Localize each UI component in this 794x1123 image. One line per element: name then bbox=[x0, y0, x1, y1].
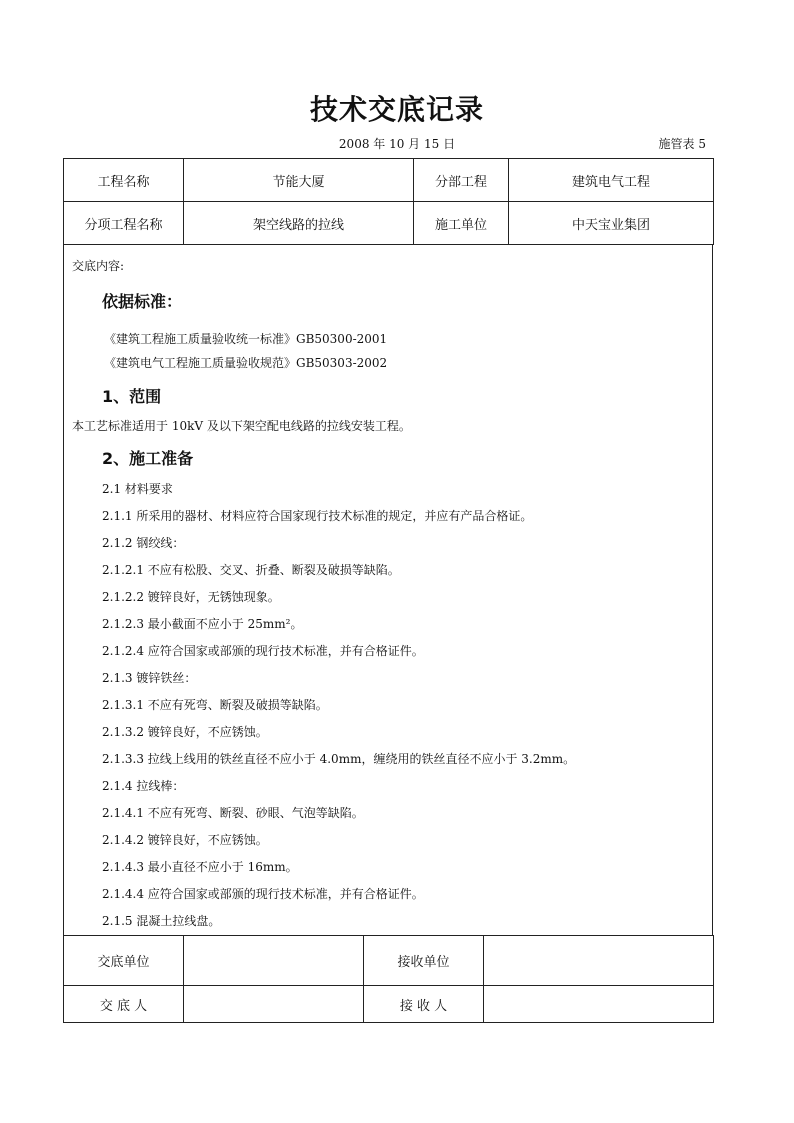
basis-heading: 依据标准： bbox=[102, 292, 183, 311]
standard-line: 《建筑电气工程施工质量验收规范》GB50303-2002 bbox=[104, 356, 388, 370]
header-row-1 bbox=[64, 159, 714, 202]
section1-text: 本工艺标准适用于 10kV 及以下架空配电线路的拉线安装工程。 bbox=[72, 419, 411, 433]
issuer-unit-field[interactable] bbox=[184, 936, 364, 986]
content-line: 2.1.4.3 最小直径不应小于 16mm。 bbox=[102, 860, 298, 874]
section1-heading: 1、范围 bbox=[102, 387, 162, 406]
project-name-value: 节能大厦 bbox=[184, 159, 414, 202]
content-line: 2.1.2.1 不应有松股、交叉、折叠、断裂及破损等缺陷。 bbox=[102, 563, 400, 577]
document-title: 技术交底记录 bbox=[309, 93, 484, 126]
content-line: 2.1.3.1 不应有死弯、断裂及破损等缺陷。 bbox=[102, 698, 328, 712]
subitem-label: 分项工程名称 bbox=[64, 202, 184, 245]
receiver-field[interactable] bbox=[484, 986, 714, 1023]
content-line: 2.1 材料要求 bbox=[102, 482, 173, 496]
content-line: 2.1.2.3 最小截面不应小于 25mm²。 bbox=[102, 617, 303, 631]
issuer-unit-label: 交底单位 bbox=[64, 936, 184, 986]
receiver-unit-label: 接收单位 bbox=[364, 936, 484, 986]
content-line: 2.1.2 钢绞线： bbox=[102, 536, 185, 550]
receiver-unit-field[interactable] bbox=[484, 936, 714, 986]
header-table bbox=[63, 158, 714, 245]
content-line: 2.1.4.4 应符合国家或部颁的现行技术标准，并有合格证件。 bbox=[102, 887, 424, 901]
contractor-label: 施工单位 bbox=[414, 202, 509, 245]
project-name-label: 工程名称 bbox=[64, 159, 184, 202]
header-row-2 bbox=[64, 202, 714, 245]
issuer-label: 交 底 人 bbox=[64, 986, 184, 1023]
content-intro-label: 交底内容: bbox=[72, 259, 125, 273]
division-value: 建筑电气工程 bbox=[509, 159, 714, 202]
issuer-field[interactable] bbox=[184, 986, 364, 1023]
content-line: 2.1.2.2 镀锌良好，无锈蚀现象。 bbox=[102, 590, 280, 604]
signature-table bbox=[63, 935, 714, 1023]
contractor-value: 中天宝业集团 bbox=[509, 202, 714, 245]
disclosure-content bbox=[63, 245, 713, 935]
signature-row-2 bbox=[64, 986, 714, 1023]
form-number: 施管表 5 bbox=[658, 137, 706, 151]
content-line: 2.1.5 混凝土拉线盘。 bbox=[102, 914, 221, 928]
content-line: 2.1.4.1 不应有死弯、断裂、砂眼、气泡等缺陷。 bbox=[102, 806, 364, 820]
standard-line: 《建筑工程施工质量验收统一标准》GB50300-2001 bbox=[104, 332, 388, 346]
section2-heading: 2、施工准备 bbox=[102, 449, 194, 468]
signature-row-1 bbox=[64, 936, 714, 986]
subitem-value: 架空线路的拉线 bbox=[184, 202, 414, 245]
document-date: 2008 年 10 月 15 日 bbox=[338, 137, 456, 151]
content-line: 2.1.2.4 应符合国家或部颁的现行技术标准，并有合格证件。 bbox=[102, 644, 424, 658]
content-line: 2.1.3.3 拉线上线用的铁丝直径不应小于 4.0mm，缠绕用的铁丝直径不应小于 3.2mm。 bbox=[102, 752, 576, 766]
receiver-label: 接 收 人 bbox=[364, 986, 484, 1023]
division-label: 分部工程 bbox=[414, 159, 509, 202]
content-line: 2.1.3.2 镀锌良好，不应锈蚀。 bbox=[102, 725, 268, 739]
content-line: 2.1.1 所采用的器材、材料应符合国家现行技术标准的规定，并应有产品合格证。 bbox=[102, 509, 533, 523]
content-line: 2.1.4.2 镀锌良好，不应锈蚀。 bbox=[102, 833, 268, 847]
content-line: 2.1.4 拉线棒： bbox=[102, 779, 185, 793]
content-line: 2.1.3 镀锌铁丝： bbox=[102, 671, 197, 685]
